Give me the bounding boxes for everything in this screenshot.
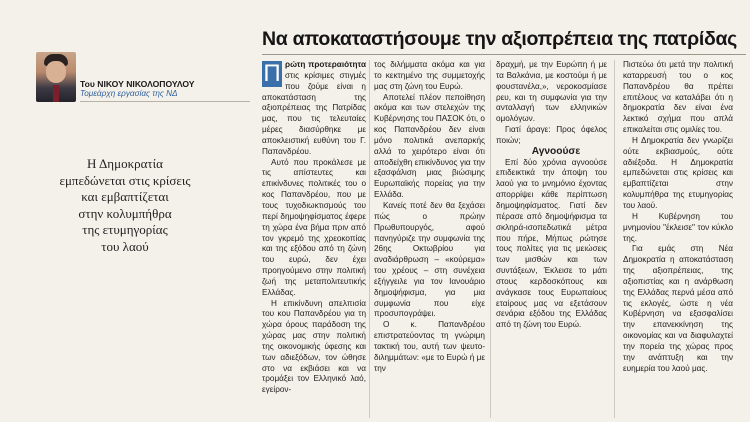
pull-quote-line: Η Δημοκρατία (87, 156, 163, 171)
article-paragraph: Η επικίνδυνη απελπισία του κου Παπανδρέου για τη χώρα όρους παράδοση της χώρας μας στην πολιτική της οικονομικής ύφεσης και των αδιεξόδων, τον ώθησε στο να εκβιάσει και να τρομάξει τον Ελληνικό λαό, εγείρον- (262, 298, 366, 395)
column-divider (369, 60, 370, 418)
article-paragraph: Η Κυβέρνηση του μνημονίου "έκλεισε" τον κύκλο της. (623, 211, 733, 243)
pull-quote (0, 156, 250, 256)
column-divider (490, 60, 491, 418)
article-column-2 (374, 60, 485, 420)
first-paragraph-text: στις κρίσιμες στιγμές που ζούμε είναι η αποκατάσταση της αξιοπρέπειας της Πατρίδας μας, που τις τελευταίες μέρες διασύρθηκε με αποκλειστική ευθύνη του Γ. Παπανδρέου. (262, 70, 366, 156)
article-paragraph: τος διλήμματα ακόμα και για το κεκτημένο της συμμετοχής μας στη ζώνη του Ευρώ. (374, 60, 485, 91)
byline (80, 79, 255, 99)
pull-quote-line: εμπεδώνεται στις κρίσεις (59, 172, 191, 188)
byline-divider (80, 101, 250, 102)
article-paragraph: Για εμάς στη Νέα Δημοκρατία η αποκατάσταση της αξιοπρέπειας, της αξιοπιστίας και η ανάρθωση της Ελλάδας περνά μέσα από τις εκλογές, ώστε η νέα Κυβέρνηση να εξασφαλίσει την επανεκκίνηση της οικονομίας και να διαφυλαχτεί την πορεία της χώρας προς την ανάπτυξη και την ευημερία του λαού μας. (623, 244, 733, 373)
article-column-3 (496, 60, 607, 420)
article-paragraph: Ο κ. Παπανδρέου επιστρατεύοντας τη γνώριμη τακτική του, αυτή των ψευτο-διλημμάτων: «με το Ευρώ ή με την (374, 320, 485, 373)
article-paragraph: Η Δημοκρατία δεν γνωρίζει ούτε εκβιασμούς, ούτε αδιέξοδα. Η Δημοκρατία εμπεδώνεται στις κρίσεις και εμβαπτίζεται στην κολυμπήθρα της ετυμηγορίας του λαού. (623, 135, 733, 210)
pull-quote-line: στην κολυμπήθρα (78, 205, 172, 221)
headline-divider (262, 54, 746, 55)
article-paragraph: Επί δύο χρόνια αγνοούσε επιδεικτικά την άποψη του λαού για το μνημόνιο έχοντας απορρίψει κάθε περίπτωση δημοψηφίσματος. Γιατί δεν πέρασε από δημοψήφισμα τα σκληρά-ισοπεδωτικά μέτρα που πήρε, Μήπως ρώτησε τους πολίτες για τις μειώσεις των μισθών και των συντάξεων, Έκλεισε το μάτι στους κερδοσκόπους και ανάγκασε τους Ευρωπαίους εταίρους μας να εξετάσουν σενάρια εξόδου της Ελλάδας από τη ζώνη του Ευρώ. (496, 157, 607, 330)
drop-cap: Π (263, 60, 281, 87)
article-headline: Να αποκαταστήσουμε την αξιοπρέπεια της πατρίδας (262, 28, 738, 50)
article-paragraph: Γιατί άραγε: Προς όφελος ποιών; (496, 125, 607, 145)
article-column-1 (262, 60, 366, 420)
pull-quote-line: και εμβαπτίζεται (81, 189, 169, 205)
article-paragraph: Κανείς ποτέ δεν θα ξεχάσει πώς ο πρώην Πρωθυπουργός, αφού πανηγύριζε την συμφωνία της 26ης Οκτωβρίου για αναδιάρθρωση – «κούρεμα» του χρέους – στη συνέχεια εξήγγειλε για τον Ιανουάριο δημοψήφισμα, για μια συμφωνία που είχε προσυπογράψει. (374, 200, 485, 319)
article-paragraph: Αυτό που προκάλεσε με τις απίστευτες και επικίνδυνες πολιτικές του ο κος Παπανδρέου, που με τους τυχοδιωκτισμούς του περί δημοψηφίσματος έφερε τη χώρα ένα βήμα πριν από τον γκρεμό της χρεοκοπίας και της εξόδου από τη ζώνη του ευρώ, δεν έχει προηγούμενο στην πολιτική ζωή της μεταπολιτευτικής Ελλάδας. (262, 157, 366, 297)
article-paragraph: Πιστεύω ότι μετά την πολιτική καταρρευσή του ο κος Παπανδρέου θα πρέπει επιτέλους να καταλάβει ότι η δημοκρατία δεν είναι ένα λεκτικό σχήμα που απλά επικαλείται στις ομιλίες του. (623, 60, 733, 135)
author-photo (36, 52, 76, 102)
column-divider (614, 60, 615, 418)
author-sidebar (0, 0, 258, 422)
article-paragraph: δραχμή, με την Ευρώπη ή με τα Βαλκάνια, με κοστούμι ή με φουστανέλα,», νεροκοσμίασε ρευ, και τη συμφωνία για την ανταλλαγή των ελληνικών ομολόγων. (496, 60, 607, 124)
author-role: Τομεάρχη εργασίας της ΝΔ (80, 89, 178, 98)
article-paragraph: Αποτελεί πλέον πεποίθηση ακόμα και των στελεχών της Κυβέρνησης του ΠΑΣΟΚ ότι, ο κος Παπανδρέου δεν είναι μόνο πολιτικά ανεπαρκής αλλά το χειρότερο είναι ότι αποδείχθη επικίνδυνος για την εξασφάλιση μιας βιώσιμης Ευρωπαϊκής πορείας για την Ελλάδα. (374, 92, 485, 200)
article-column-4 (623, 60, 733, 420)
article-subheading: Αγνοούσε (531, 145, 581, 157)
article-paragraph (262, 60, 366, 158)
lead-text: ρώτη προτεραιότητα (285, 60, 366, 69)
pull-quote-line: του λαού (101, 238, 149, 254)
pull-quote-line: της ετυμηγορίας (82, 222, 168, 238)
author-name: Του ΝΙΚΟΥ ΝΙΚΟΛΟΠΟΥΛΟΥ (80, 79, 195, 89)
